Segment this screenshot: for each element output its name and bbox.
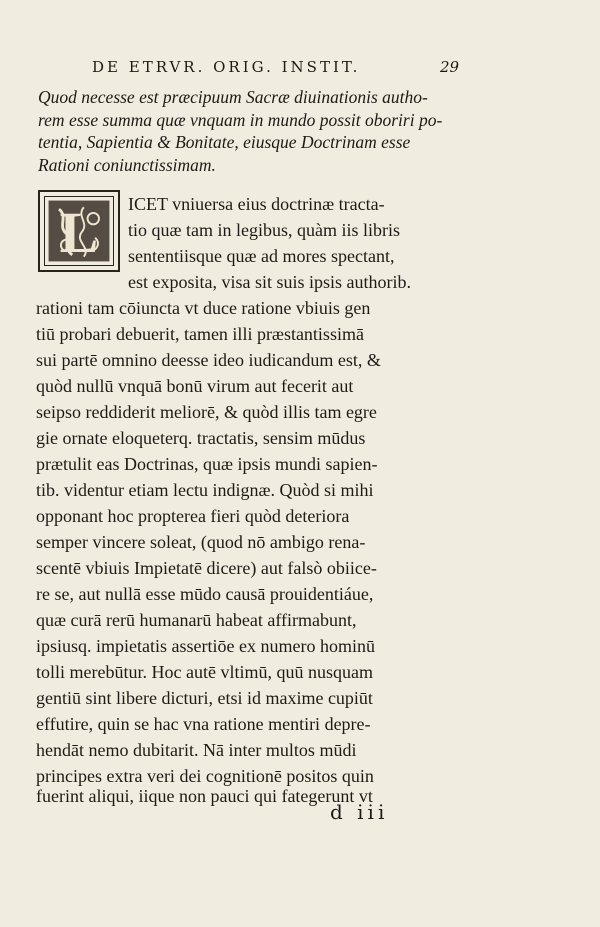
text-line: hendāt nemo dubitarit. Nā inter multos mūdi	[36, 740, 357, 760]
text-line: gie ornate eloqueterq. tractatis, sensim mūdus	[36, 428, 366, 448]
text-line: tio quæ tam in legibus, quàm iis libris	[128, 220, 400, 240]
page-number: 29	[440, 58, 460, 76]
text-line: tib. videntur etiam lectu indignæ. Quòd si mihi	[36, 480, 374, 500]
summary-line: Rationi coniunctissimam.	[38, 154, 216, 175]
text-line: sententiisque quæ ad mores spectant,	[128, 246, 395, 266]
drop-cap-letter: L	[59, 200, 99, 265]
summary-line: rem esse summa quæ vnquam in mundo possit oboriri po-	[38, 109, 443, 130]
running-head: DE ETRVR. ORIG. INSTIT.	[92, 58, 361, 76]
text-line: re se, aut nullā esse mūdo causā prouidentiáue,	[36, 584, 374, 604]
summary-line: Quod necesse est præcipuum Sacræ diuinationis autho-	[38, 87, 428, 107]
text-line: principes extra veri dei cognitionē positos quin	[36, 766, 374, 786]
text-line: ipsiusq. impietatis assertiōe ex numero hominū	[36, 636, 375, 656]
signature-mark: d iii	[330, 800, 389, 824]
text-line: est exposita, visa sit suis ipsis authorib.	[128, 272, 411, 292]
text-line: seipso reddiderit meliorē, & quòd illis tam egre	[36, 402, 377, 422]
text-line: ICET vniuersa eius doctrinæ tracta-	[128, 194, 385, 214]
text-line: prætulit eas Doctrinas, quæ ipsis mundi sapien-	[36, 454, 378, 474]
decorated-initial	[38, 190, 120, 272]
text-line: sui partē omnino deesse ideo iudicandum est, &	[36, 350, 381, 370]
text-line: quæ curā rerū humanarū habeat affirmabunt,	[36, 610, 357, 630]
text-line: fuerint aliqui, iique non pauci qui fategerunt vt	[36, 786, 373, 806]
text-line: gentiū sint libere dicturi, etsi id maxime cupiūt	[36, 688, 373, 708]
text-line: quòd nullū vnquā bonū virum aut fecerit aut	[36, 376, 354, 396]
text-line: semper vincere soleat, (quod nō ambigo rena-	[36, 532, 366, 552]
chapter-summary	[38, 86, 458, 176]
text-line: effutire, quin se hac vna ratione mentiri depre-	[36, 714, 371, 734]
text-line: rationi tam cōiuncta vt duce ratione vbiuis gen	[36, 298, 371, 318]
text-line: tiū probari debuerit, tamen illi præstantissimā	[36, 324, 364, 344]
text-line: tolli merebūtur. Hoc autē vltimū, quū nusquam	[36, 662, 373, 682]
text-line: scentē vbiuis Impietatē dicere) aut falsò obiice-	[36, 558, 377, 578]
text-line: opponant hoc propterea fieri quòd deteriora	[36, 506, 350, 526]
summary-line: tentia, Sapientia & Bonitate, eiusque Doctrinam esse	[38, 132, 411, 152]
